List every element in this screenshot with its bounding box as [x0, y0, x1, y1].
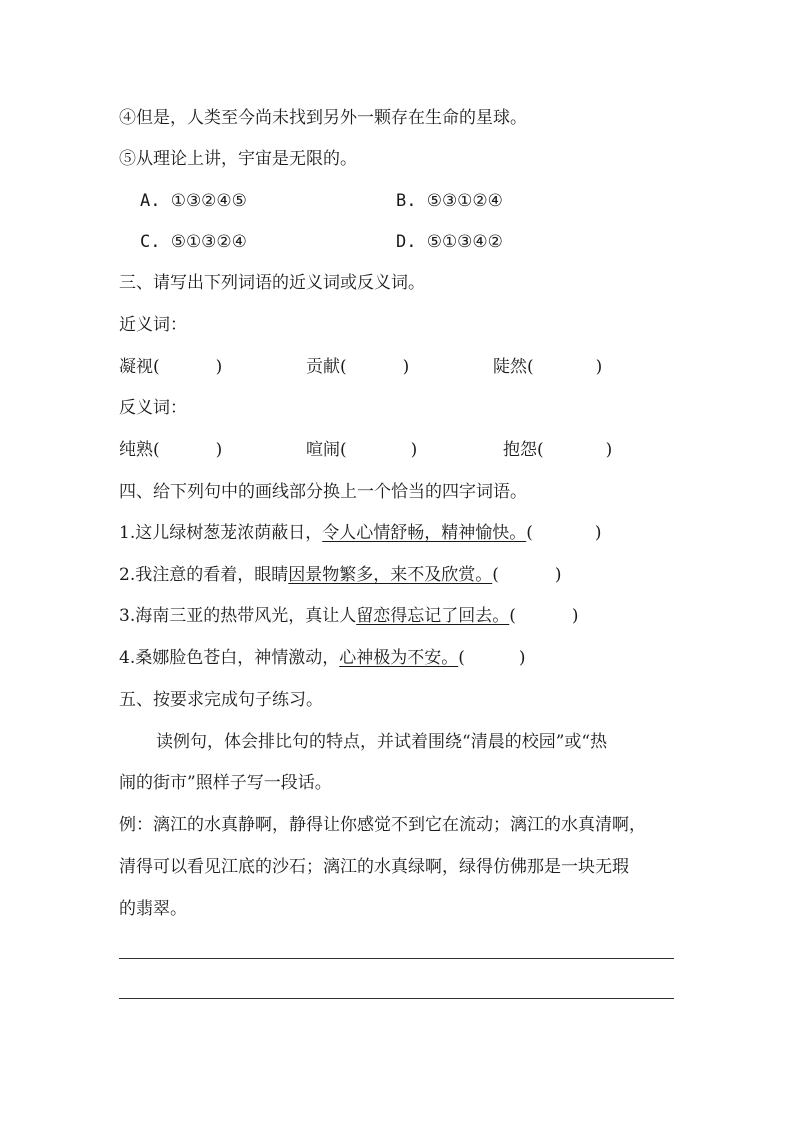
rewrite-item-4: 4.桑娜脸色苍白，神情激动，心神极为不安。( ): [119, 648, 526, 668]
section-4-heading: 四、给下列句中的画线部分换上一个恰当的四字词语。: [119, 482, 527, 502]
option-b[interactable]: B. ⑤③①②④: [396, 191, 503, 211]
rewrite-item-2: 2.我注意的看着，眼睛因景物繁多，来不及欣赏。( ): [119, 565, 562, 585]
rewrite-item-1: 1.这儿绿树葱茏浓荫蔽日，令人心情舒畅，精神愉快。( ): [119, 523, 602, 543]
underlined-phrase: 令人心情舒畅，精神愉快。: [322, 523, 527, 543]
antonym-item[interactable]: 抱怨( ): [503, 440, 613, 460]
example-line: 的翡翠。: [119, 899, 187, 919]
option-a[interactable]: A. ①③②④⑤: [140, 191, 247, 211]
sentence-item-5: ⑤从理论上讲，宇宙是无限的。: [119, 149, 357, 169]
underlined-phrase: 因景物繁多，来不及欣赏。: [288, 565, 493, 585]
writing-line[interactable]: [119, 998, 674, 999]
writing-line[interactable]: [119, 958, 674, 959]
synonym-item[interactable]: 贡献( ): [306, 357, 410, 377]
example-line: 清得可以看见江底的沙石；漓江的水真绿啊，绿得仿佛那是一块无瑕: [119, 857, 629, 877]
synonym-label: 近义词：: [119, 315, 187, 335]
option-d[interactable]: D. ⑤①③④②: [396, 232, 503, 252]
synonym-item[interactable]: 陡然( ): [493, 357, 603, 377]
example-line: 例：漓江的水真静啊，静得让你感觉不到它在流动；漓江的水真清啊，: [119, 815, 646, 835]
synonym-item[interactable]: 凝视( ): [119, 357, 223, 377]
rewrite-item-3: 3.海南三亚的热带风光，真让人留恋得忘记了回去。( ): [119, 606, 579, 626]
section-5-heading: 五、按要求完成句子练习。: [119, 690, 323, 710]
antonym-label: 反义词：: [119, 398, 187, 418]
antonym-item[interactable]: 喧闹( ): [306, 440, 418, 460]
instruction-line: 读例句，体会排比句的特点，并试着围绕“清晨的校园”或“热: [156, 732, 608, 752]
option-c[interactable]: C. ⑤①③②④: [140, 232, 247, 252]
section-3-heading: 三、请写出下列词语的近义词或反义词。: [119, 273, 425, 293]
underlined-phrase: 心神极为不安。: [339, 648, 459, 668]
antonym-item[interactable]: 纯熟( ): [119, 440, 223, 460]
instruction-line: 闹的街市”照样子写一段话。: [119, 773, 332, 793]
underlined-phrase: 留恋得忘记了回去。: [356, 606, 510, 626]
sentence-item-4: ④但是，人类至今尚未找到另外一颗存在生命的星球。: [119, 108, 527, 128]
